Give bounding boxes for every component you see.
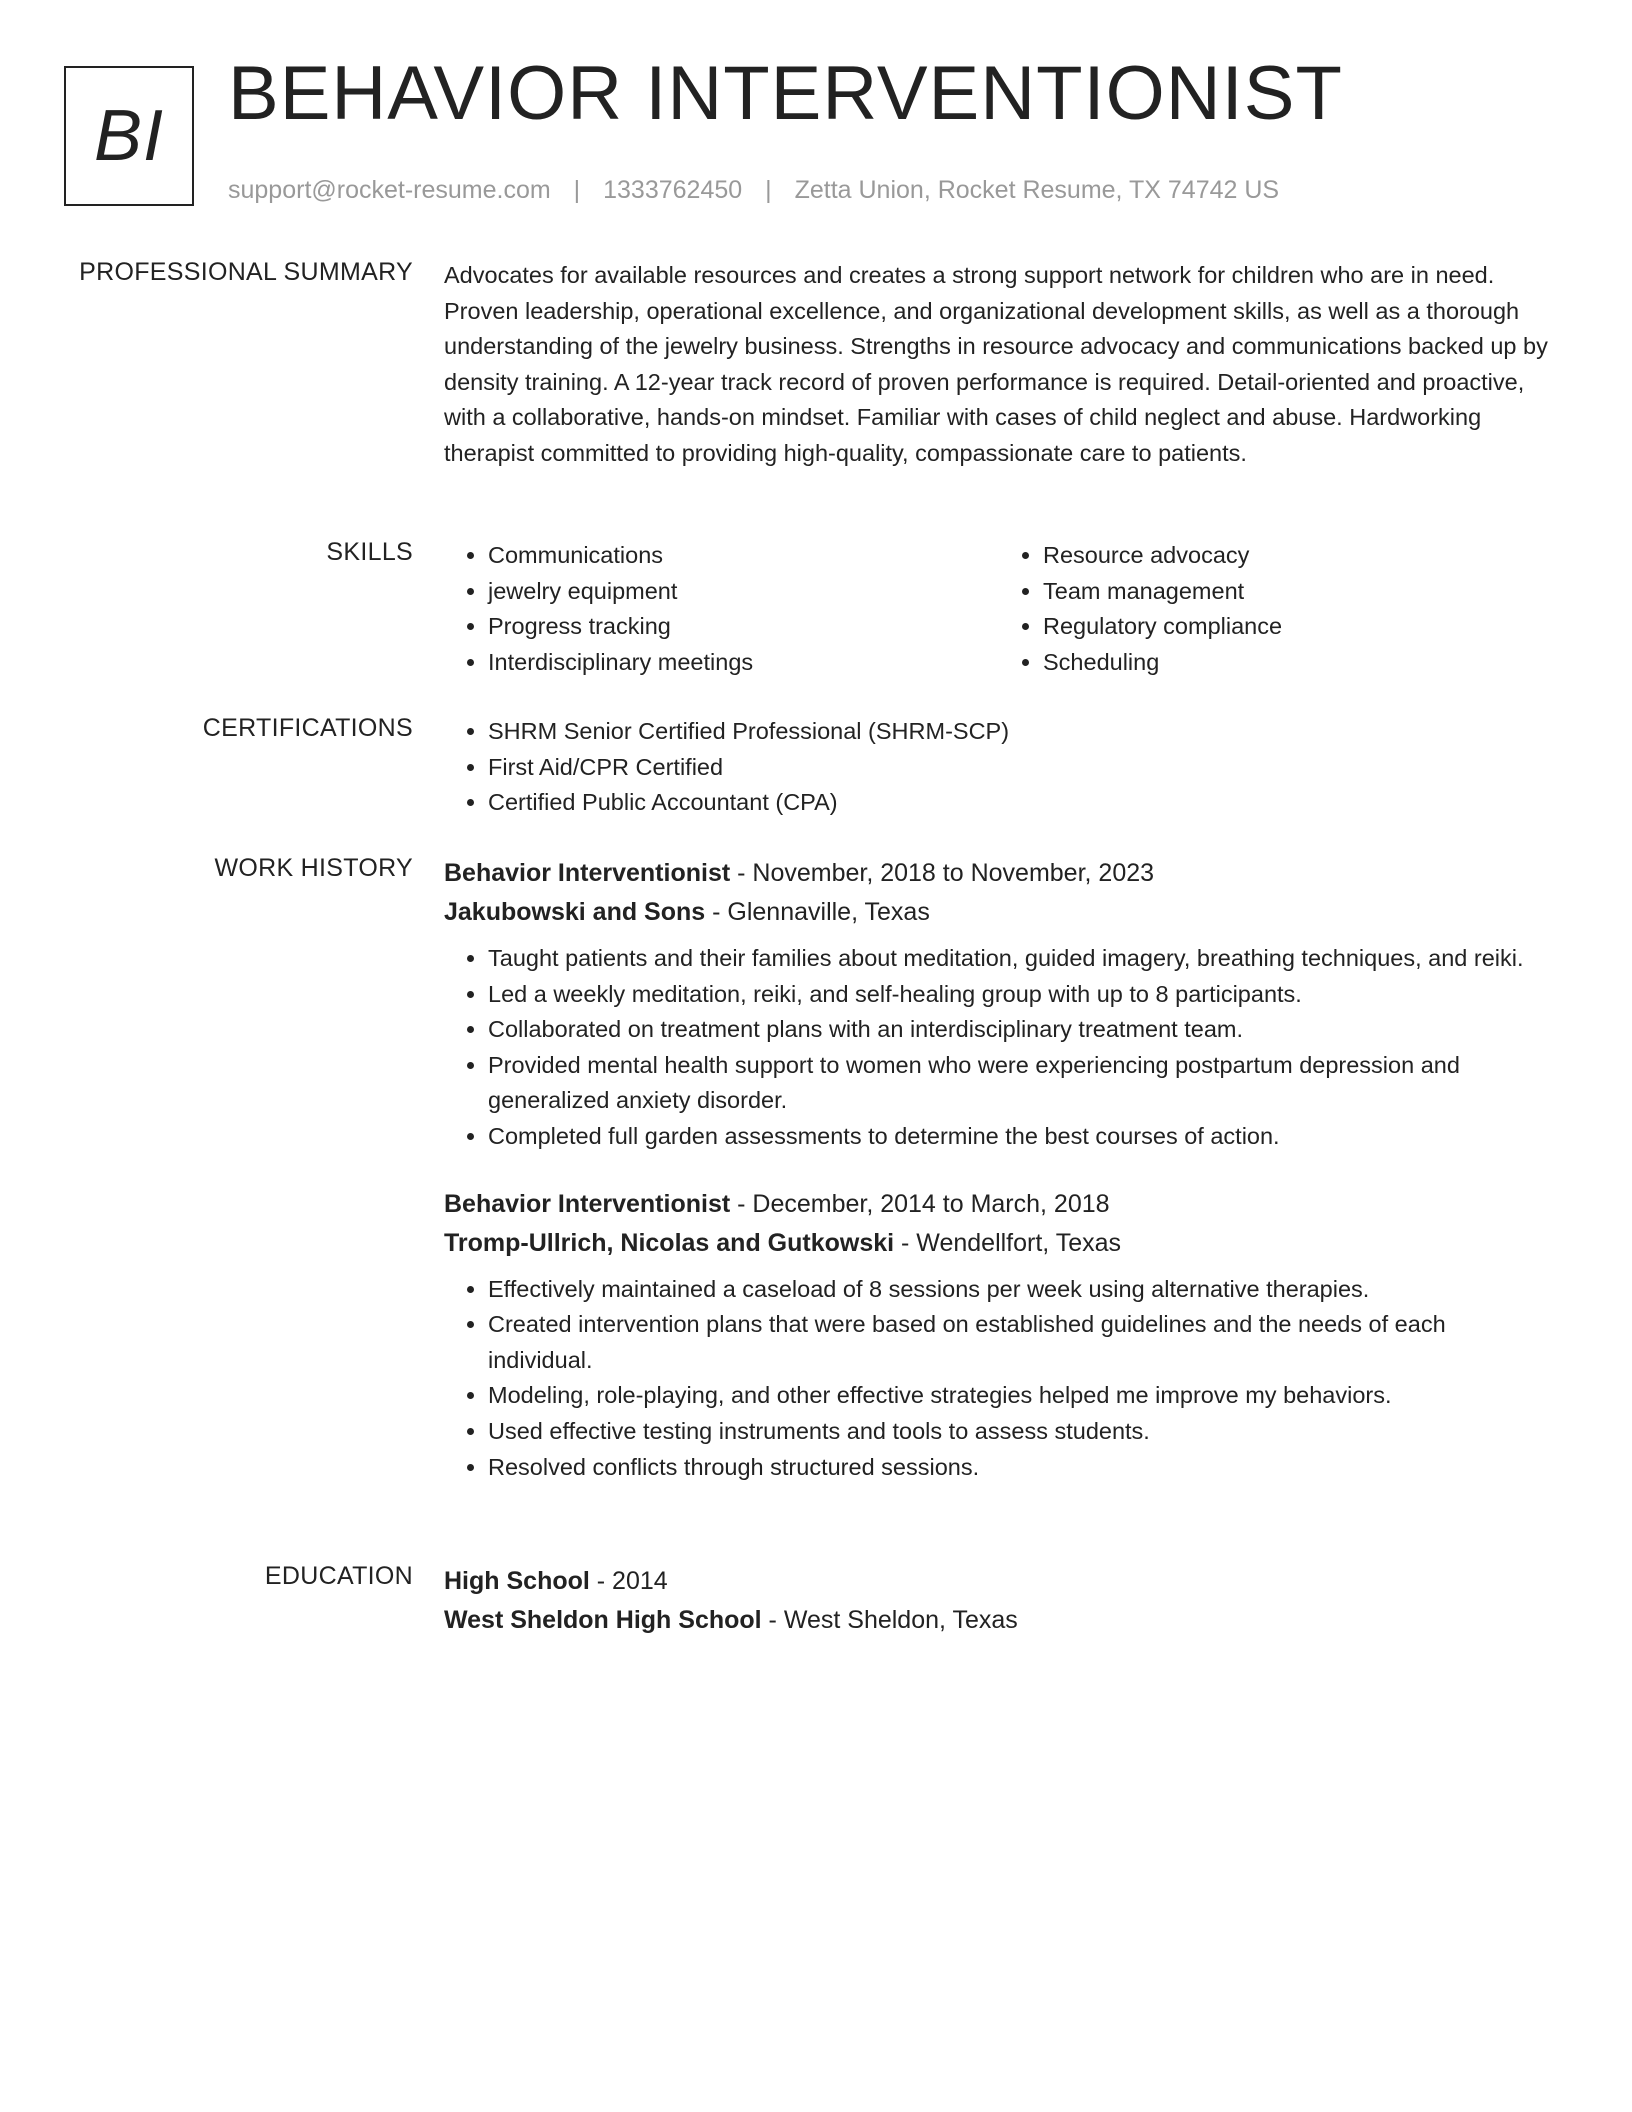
skill-item: • Communications [488,538,999,574]
job-company: Jakubowski and Sons [444,898,706,926]
job-location: - Glennaville, Texas [705,898,930,926]
summary-body [444,258,1554,472]
monogram-badge: BI [64,66,194,206]
education-degree-line [444,1562,1554,1601]
summary-title: PROFESSIONAL SUMMARY [79,258,413,286]
job-bullets [444,941,1554,1155]
skills-list-right [999,538,1554,680]
education-body [444,1562,1554,1640]
job-bullet: • Resolved conflicts through structured sessions. [488,1450,1554,1486]
education-year: - 2014 [589,1567,668,1595]
certifications-body [444,714,1554,821]
education-school: West Sheldon High School [444,1606,762,1634]
job-dates: - December, 2014 to March, 2018 [730,1189,1110,1218]
skill-item: • Regulatory compliance [1043,609,1554,645]
job-bullet: • Used effective testing instruments and tools to assess students. [488,1414,1554,1450]
skills-title: SKILLS [326,538,413,566]
skill-item: • Team management [1043,574,1554,610]
job-company-line [444,893,1554,932]
certification-item: • SHRM Senior Certified Professional (SHRM-SCP) [488,714,1554,750]
job-bullet: • Led a weekly meditation, reiki, and self-healing group with up to 8 participants. [488,977,1554,1013]
education-school-line [444,1601,1554,1640]
job-role: Behavior Interventionist [444,1189,731,1218]
job-bullet: • Collaborated on treatment plans with an interdisciplinary treatment team. [488,1012,1554,1048]
skill-item: • Progress tracking [488,609,999,645]
job-dates: - November, 2018 to November, 2023 [730,859,1155,887]
job-location: - Wendellfort, Texas [894,1228,1122,1257]
job-bullet: • Provided mental health support to women who were experiencing postpartum depression and generalized anxiety disorder. [488,1048,1554,1119]
job-company-line [444,1224,1554,1263]
job-role-line [444,854,1554,893]
contact-separator: | [765,176,772,204]
contact-phone: 1333762450 [603,176,743,204]
job-company: Tromp-Ullrich, Nicolas and Gutkowski [444,1228,895,1257]
education-location: - West Sheldon, Texas [761,1606,1018,1634]
work-history-title: WORK HISTORY [214,854,413,882]
education-degree: High School [444,1567,590,1595]
work-history-body [444,854,1554,1485]
job-role: Behavior Interventionist [444,859,731,887]
job-bullet: • Created intervention plans that were based on established guidelines and the needs of each individual. [488,1307,1554,1378]
resume-name: BEHAVIOR INTERVENTIONIST [228,51,1343,136]
job-bullet: • Completed full garden assessments to determine the best courses of action. [488,1119,1554,1155]
job-entry [444,1185,1554,1486]
certification-item: • First Aid/CPR Certified [488,750,1554,786]
contact-line [228,176,1279,205]
education-title: EDUCATION [264,1562,413,1590]
job-role-line [444,1185,1554,1224]
skill-item: • jewelry equipment [488,574,999,610]
skill-item: • Interdisciplinary meetings [488,645,999,681]
job-bullet: • Modeling, role-playing, and other effective strategies helped me improve my behaviors. [488,1378,1554,1414]
job-bullets [444,1272,1554,1486]
contact-separator: | [573,176,581,204]
skills-list-left [444,538,999,680]
certifications-list [444,714,1554,821]
certification-item: • Certified Public Accountant (CPA) [488,785,1554,821]
job-bullet: • Effectively maintained a caseload of 8 sessions per week using alternative therapies. [488,1272,1554,1308]
job-bullet: • Taught patients and their families about meditation, guided imagery, breathing techniques, and reiki. [488,941,1554,977]
contact-email: support@rocket-resume.com [228,176,551,204]
job-entry [444,854,1554,1155]
skill-item: • Resource advocacy [1043,538,1554,574]
summary-text: Advocates for available resources and creates a strong support network for children who are in need. Proven leadership, operational excellence, and organizational development skills, as well as a thorough understanding of the jewelry business. Strengths in resource advocacy and communications backed up by density training. A 12-year track record of proven performance is required. Detail-oriented and proactive, with a collaborative, hands-on mindset. Familiar with cases of child neglect and abuse. Hardworking therapist committed to providing high-quality, compassionate care to patients. [444,262,1548,466]
skills-grid [444,538,1554,680]
certifications-title: CERTIFICATIONS [202,714,413,742]
skill-item: • Scheduling [1043,645,1554,681]
contact-address: Zetta Union, Rocket Resume, TX 74742 US [794,176,1280,204]
